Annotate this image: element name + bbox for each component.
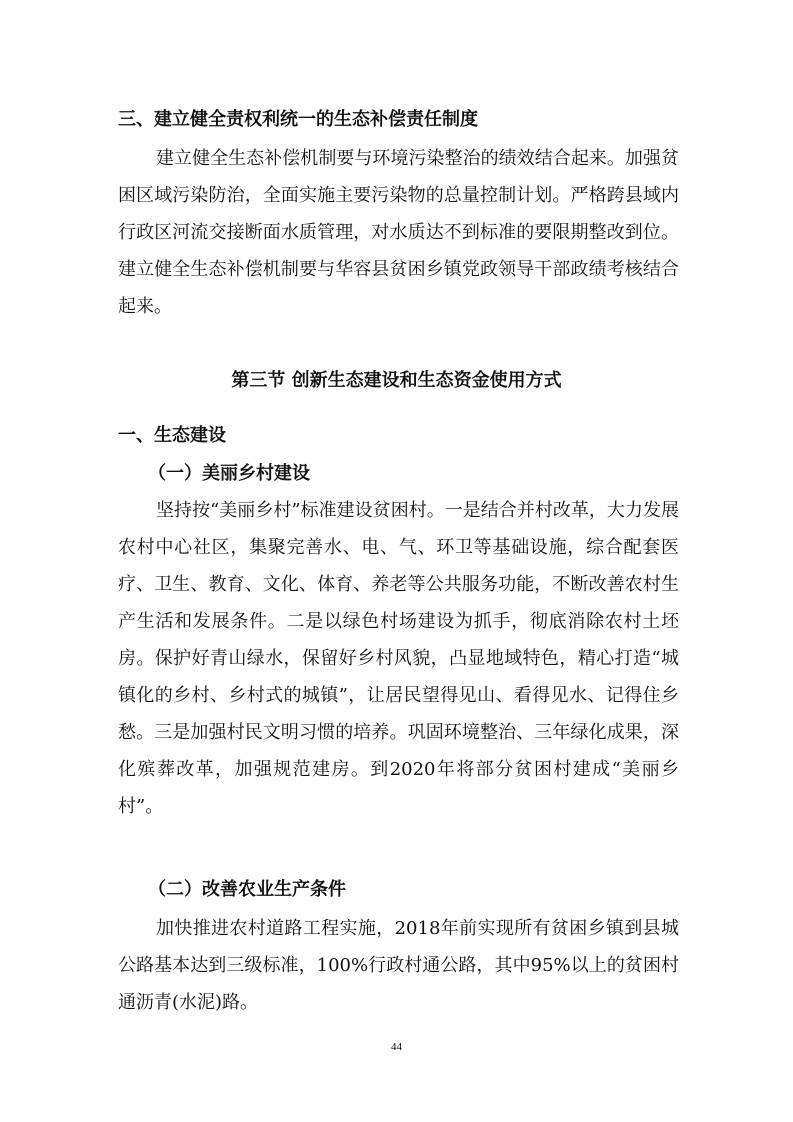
subheading-beautiful-village: （一）美丽乡村建设 — [148, 463, 310, 484]
section-title: 第三节 创新生态建设和生态资金使用方式 — [231, 370, 562, 391]
subheading-agricultural-conditions: （二）改善农业生产条件 — [148, 879, 346, 900]
page-number: 44 — [391, 1041, 402, 1053]
heading-ecological-compensation: 三、建立健全责权利统一的生态补偿责任制度 — [118, 109, 478, 130]
paragraph-compensation-mechanism: 建立健全生态补偿机制要与环境污染整治的绩效结合起来。加强贫困区域污染防治，全面实施主要污染物的总量控制计划。严格跨县域内行政区河流交接断面水质管理，对水质达不到标准的要限期整改到位。建立健全生态补偿机制要与华容县贫困乡镇党政领导干部政绩考核结合起来。 — [118, 148, 679, 317]
paragraph-beautiful-village: 坚持按“美丽乡村”标准建设贫困村。一是结合并村改革，大力发展农村中心社区，集聚完善水、电、气、环卫等基础设施，综合配套医疗、卫生、教育、文化、体育、养老等公共服务功能，不断改善农村生产生活和发展条件。二是以绿色村场建设为抓手，彻底消除农村土坯房。保护好青山绿水，保留好乡村风貌，凸显地域特色，精心打造“城镇化的乡村、乡村式的城镇”，让居民望得见山、看得见水、记得住乡愁。三是加强村民文明习惯的培养。巩固环境整治、三年绿化成果，深化殡葬改革，加强规范建房。到2020年将部分贫困村建成“美丽乡村”。 — [118, 500, 679, 817]
heading-ecological-construction: 一、生态建设 — [118, 425, 226, 446]
paragraph-rural-roads: 加快推进农村道路工程实施，2018年前实现所有贫困乡镇到县城公路基本达到三级标准，100%行政村通公路，其中95%以上的贫困村通沥青(水泥)路。 — [118, 918, 679, 1013]
